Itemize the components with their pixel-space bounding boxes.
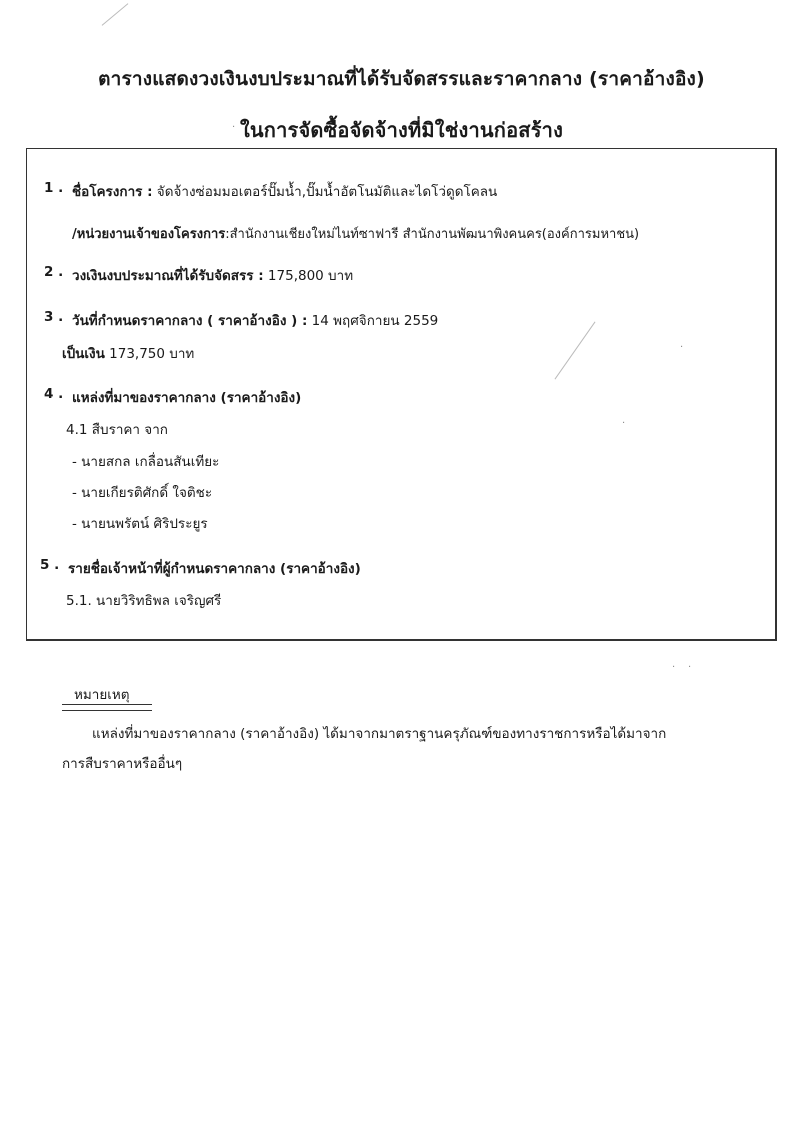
budget-label: วงเงินงบประมาณที่ได้รับจัดสรร : xyxy=(72,268,264,284)
price-source-person-1: - นายสกล เกลื่อนสันเทียะ xyxy=(72,454,220,470)
note-double-underline xyxy=(62,704,152,711)
section-5-official: 5.1. นายวิริทธิพล เจริญศรี xyxy=(66,593,222,609)
price-source-person-2: - นายเกียรติศักดิ์ ใจติชะ xyxy=(72,485,213,501)
scan-speck: · xyxy=(232,122,236,133)
project-name-label: ชื่อโครงการ : xyxy=(72,184,153,200)
note-line-2: การสืบราคาหรืออื่นๆ xyxy=(62,756,183,772)
document-title-line2: ในการจัดซื้อจัดจ้างที่มิใช่งานก่อสร้าง xyxy=(239,118,564,142)
section-5-number: 5 . xyxy=(40,557,60,573)
amount-value: 173,750 บาท xyxy=(104,346,195,362)
document-title-line1: ตารางแสดงวงเงินงบประมาณที่ได้รับจัดสรรและราคากลาง (ราคาอ้างอิง) xyxy=(98,68,705,90)
scan-speck: · xyxy=(672,662,676,673)
section-1-number: 1 . xyxy=(44,180,64,196)
section-3-number: 3 . xyxy=(44,309,64,325)
section-2-number: 2 . xyxy=(44,264,64,280)
section-5-label: รายชื่อเจ้าหน้าที่ผู้กำหนดราคากลาง (ราคาอ้างอิง) xyxy=(68,561,361,577)
section-1-project xyxy=(72,180,497,202)
scan-mark xyxy=(102,3,129,26)
price-source-person-3: - นายนพรัตน์ ศิริประยูร xyxy=(72,516,208,532)
section-1-agency xyxy=(72,223,639,244)
section-4-number: 4 . xyxy=(44,386,64,402)
reference-date-label: วันที่กำหนดราคากลาง ( ราคาอ้างอิง ) : xyxy=(72,313,308,329)
reference-date-value: 14 พฤศจิกายน 2559 xyxy=(307,313,439,329)
section-2-budget xyxy=(72,264,353,286)
agency-label: /หน่วยงานเจ้าของโครงการ xyxy=(72,227,226,242)
note-line-1: แหล่งที่มาของราคากลาง (ราคาอ้างอิง) ได้มาจากมาตราฐานครุภัณฑ์ของทางราชการหรือได้มาจาก xyxy=(92,726,667,742)
section-4-subheading: 4.1 สืบราคา จาก xyxy=(66,422,168,438)
section-4-label: แหล่งที่มาของราคากลาง (ราคาอ้างอิง) xyxy=(72,390,302,406)
agency-value: :สำนักงานเชียงใหม่ไนท์ซาฟารี สำนักงานพัฒนาพิงคนคร(องค์การมหาชน) xyxy=(225,227,640,242)
scan-speck: · xyxy=(688,662,692,673)
section-3-amount xyxy=(62,342,194,364)
note-heading: หมายเหตุ xyxy=(74,687,130,703)
amount-label: เป็นเงิน xyxy=(62,346,105,362)
scan-speck: · xyxy=(622,418,626,429)
section-3-date xyxy=(72,309,438,331)
scan-speck: · xyxy=(680,342,684,353)
budget-value: 175,800 บาท xyxy=(263,268,354,284)
project-name-value: จัดจ้างซ่อมมอเตอร์ปั๊มน้ำ,ปั๊มน้ำอัตโนมัติและไดโว่ดูดโคลน xyxy=(152,184,498,200)
